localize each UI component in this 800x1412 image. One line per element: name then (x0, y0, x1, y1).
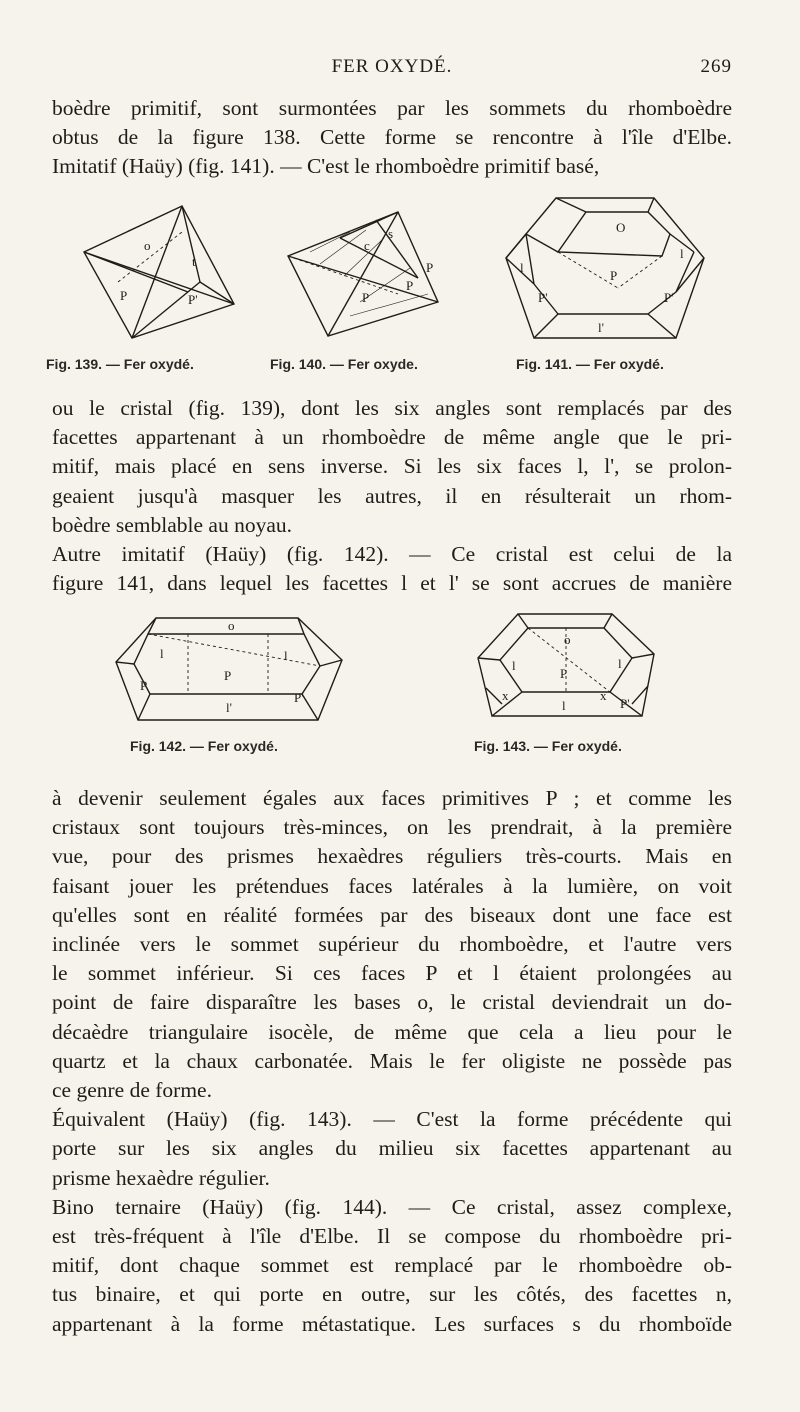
crystal-drawing-140 (280, 198, 480, 348)
text-line: vue, pour des prismes hexaèdres réguliers très-courts. Mais en (52, 844, 732, 869)
text-line: faisant jouer les prétendues faces latérales à la lumière, on voit (52, 873, 732, 898)
face-label: o (564, 632, 571, 647)
text-line: inclinée vers le sommet supérieur du rhomboèdre, et l'autre vers (52, 932, 732, 957)
figure-caption: Fig. 141. — Fer oxydé. (516, 356, 664, 372)
paragraph-1 (52, 94, 732, 182)
face-label: l (680, 246, 684, 261)
figure-139 (58, 192, 258, 352)
figure-140 (280, 198, 480, 348)
text-line: qu'elles sont en réalité formées par des biseaux dont une face est (52, 902, 732, 927)
face-label: O (616, 220, 626, 235)
text-line: est très-fréquent à l'île d'Elbe. Il se compose du rhomboèdre pri- (52, 1224, 732, 1249)
face-label: P (224, 668, 232, 683)
face-label: l (520, 260, 524, 275)
figure-caption: Fig. 142. — Fer oxydé. (130, 738, 278, 754)
text-line: le sommet inférieur. Si ces faces P et l étaient prolongées au (52, 961, 732, 986)
face-label: x (600, 688, 607, 703)
figure-142 (108, 610, 358, 730)
face-label: s (388, 226, 394, 241)
face-label: l (160, 646, 164, 661)
face-label: P (426, 260, 434, 275)
text-line: prisme hexaèdre régulier. (52, 1165, 270, 1190)
text-line: ou le cristal (fig. 139), dont les six angles sont remplacés par des (52, 396, 732, 420)
text-line: Imitatif (Haüy) (fig. 141). — C'est le rhomboèdre primitif basé, (52, 154, 600, 179)
face-label: P' (664, 290, 674, 305)
text-line: Équivalent (Haüy) (fig. 143). — C'est la forme précédente qui (52, 1107, 732, 1132)
text-line: tus binaire, et qui porte en outre, sur les côtés, des facettes n, (52, 1282, 732, 1307)
face-label: l' (598, 320, 604, 335)
face-label: P (362, 290, 370, 305)
text-line: décaèdre triangulaire isocèle, de même que cela a lieu pour le (52, 1019, 732, 1044)
text-line: boèdre primitif, sont surmontées par les sommets du rhomboèdre (52, 96, 732, 120)
text-line: figure 141, dans lequel les facettes l et l' se sont accrues de manière (52, 571, 732, 596)
face-label: P (140, 678, 148, 693)
face-label: l (562, 698, 566, 713)
text-line: appartenant à la forme métastatique. Les surfaces s du rhomboïde (52, 1311, 732, 1336)
text-line: obtus de la figure 138. Cette forme se rencontre à l'île d'Elbe. (52, 125, 732, 150)
text-line: à devenir seulement égales aux faces primitives P ; et comme les (52, 786, 732, 810)
text-line: Autre imitatif (Haüy) (fig. 142). — Ce cristal est celui de la (52, 542, 732, 567)
paragraph-3 (52, 784, 732, 1339)
face-label: l (512, 658, 516, 673)
face-label: P' (188, 292, 198, 307)
face-label: P (610, 268, 618, 283)
running-head (52, 56, 732, 84)
face-label: l (284, 648, 288, 663)
text-line: mitif, dont chaque sommet est remplacé par le rhomboèdre ob- (52, 1253, 732, 1278)
face-label: o (144, 238, 151, 253)
face-label: l' (226, 700, 232, 715)
figure-row-middle (44, 608, 744, 758)
face-label: l (618, 656, 622, 671)
face-label: P (406, 278, 414, 293)
face-label: P (120, 288, 128, 303)
face-label: o (228, 618, 235, 633)
face-label: P' (538, 290, 548, 305)
text-line: boèdre semblable au noyau. (52, 512, 292, 537)
text-line: quartz et la chaux carbonatée. Mais le fer oligiste ne possède pas (52, 1048, 732, 1073)
face-label: c (364, 238, 370, 253)
text-line: point de faire disparaître les bases o, le cristal deviendrait un do- (52, 990, 732, 1015)
crystal-drawing-141 (498, 188, 714, 348)
crystal-drawing-139 (58, 192, 248, 342)
face-label: x (502, 688, 509, 703)
text-line: mitif, mais placé en sens inverse. Si les six faces l, l', se prolon- (52, 454, 732, 479)
figure-143 (472, 608, 662, 732)
crystal-drawing-143 (472, 608, 662, 732)
text-line: ce genre de forme. (52, 1078, 212, 1103)
text-line: Bino ternaire (Haüy) (fig. 144). — Ce cristal, assez complexe, (52, 1194, 732, 1219)
text-line: cristaux sont toujours très-minces, on les prendrait, à la première (52, 815, 732, 840)
face-label: t (192, 254, 196, 269)
figure-caption: Fig. 143. — Fer oxydé. (474, 738, 622, 754)
page-number: 269 (700, 56, 732, 77)
figure-141 (498, 188, 714, 348)
text-line: facettes appartenant à un rhomboèdre de même angle que le pri- (52, 425, 732, 450)
paragraph-2 (52, 394, 732, 598)
figure-row-top (44, 188, 744, 378)
crystal-drawing-142 (108, 610, 358, 728)
face-label: P (560, 666, 568, 681)
figure-caption: Fig. 140. — Fer oxyde. (270, 356, 418, 372)
text-line: geaient jusqu'à masquer les autres, il en résulterait un rhom- (52, 483, 732, 508)
running-title: FER OXYDÉ. (331, 56, 453, 77)
figure-caption: Fig. 139. — Fer oxydé. (46, 356, 194, 372)
face-label: P' (620, 696, 630, 711)
text-line: porte sur les six angles du milieu six facettes appartenant au (52, 1136, 732, 1161)
face-label: P' (294, 690, 304, 705)
